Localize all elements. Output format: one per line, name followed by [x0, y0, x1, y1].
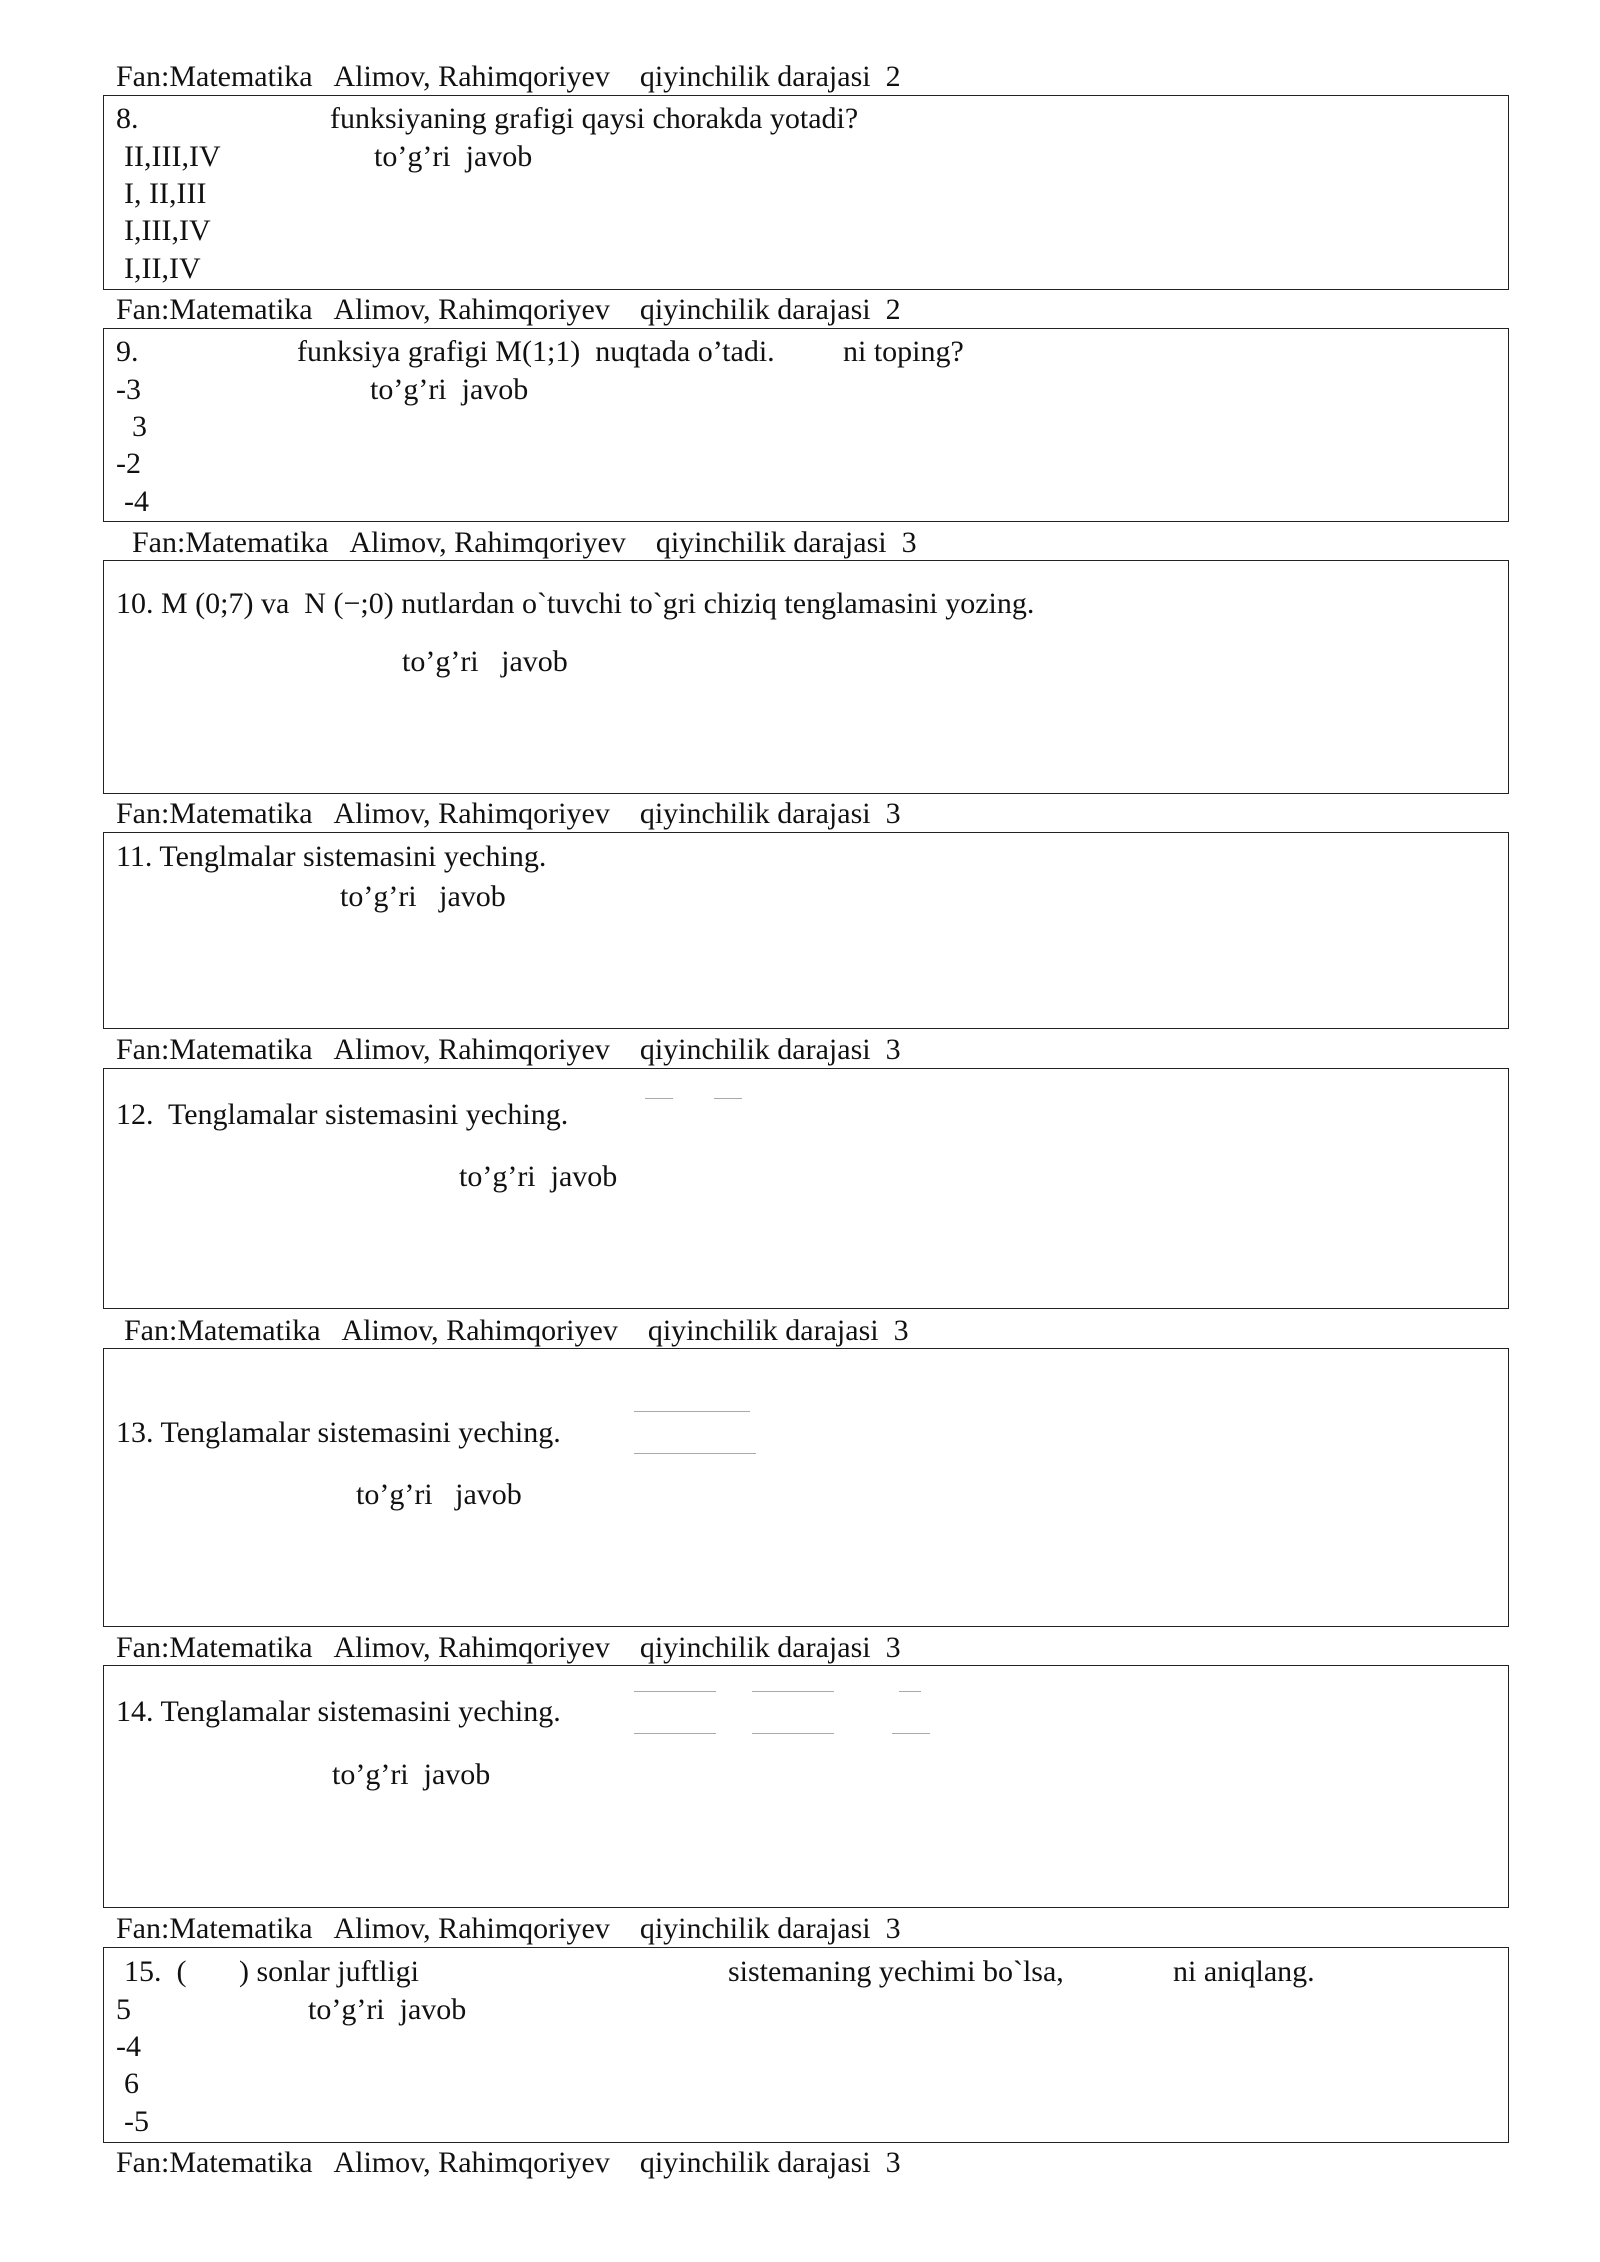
fraction-bar — [634, 1453, 756, 1454]
fraction-bar — [645, 1098, 673, 1099]
question-12-correct-label: to’g’ri javob — [459, 1160, 618, 1193]
fraction-bar — [752, 1733, 834, 1734]
question-8-text: funksiyaning grafigi qaysi chorakda yotadi? — [330, 102, 859, 135]
question-15-text: 15. ( ) sonlar juftligi — [124, 1955, 419, 1988]
question-9-option: -2 — [116, 447, 141, 480]
question-14-correct-label: to’g’ri javob — [332, 1758, 491, 1791]
question-13-text: 13. Tenglamalar sistemasini yeching. — [116, 1416, 561, 1449]
question-15-correct-label: to’g’ri javob — [308, 1993, 467, 2026]
fraction-bar — [752, 1691, 834, 1692]
question-15-option: 6 — [124, 2067, 139, 2100]
question-13-correct-label: to’g’ri javob — [356, 1478, 522, 1511]
fraction-bar — [714, 1098, 742, 1099]
question-8-number: 8. — [116, 102, 139, 135]
header-line: Fan:Matematika Alimov, Rahimqoriyev qiyinchilik darajasi 3 — [116, 1033, 901, 1066]
fraction-bar — [634, 1691, 716, 1692]
question-8-option: II,III,IV — [124, 140, 221, 173]
question-8-correct-label: to’g’ri javob — [374, 140, 533, 173]
question-9-text-end: ni toping? — [843, 335, 964, 368]
question-13-box — [103, 1348, 1509, 1627]
question-8-option: I,III,IV — [124, 214, 211, 247]
question-14-text: 14. Tenglamalar sistemasini yeching. — [116, 1695, 561, 1728]
question-9-option: -3 — [116, 373, 141, 406]
question-9-option: 3 — [132, 410, 147, 443]
header-line: Fan:Matematika Alimov, Rahimqoriyev qiyinchilik darajasi 2 — [116, 60, 901, 93]
fraction-bar — [634, 1411, 750, 1412]
question-15-option: -4 — [116, 2030, 141, 2063]
question-15-text-middle: sistemaning yechimi bo`lsa, — [728, 1955, 1064, 1988]
fraction-bar — [634, 1733, 716, 1734]
question-10-correct-label: to’g’ri javob — [402, 645, 568, 678]
question-11-correct-label: to’g’ri javob — [340, 880, 506, 913]
question-15-text-end: ni aniqlang. — [1173, 1955, 1315, 1988]
header-line: Fan:Matematika Alimov, Rahimqoriyev qiyinchilik darajasi 3 — [116, 1631, 901, 1664]
header-line: Fan:Matematika Alimov, Rahimqoriyev qiyinchilik darajasi 3 — [116, 797, 901, 830]
question-9-number: 9. — [116, 335, 139, 368]
fraction-bar — [892, 1733, 930, 1734]
header-line: Fan:Matematika Alimov, Rahimqoriyev qiyinchilik darajasi 3 — [124, 1314, 909, 1347]
header-line: Fan:Matematika Alimov, Rahimqoriyev qiyinchilik darajasi 3 — [116, 2146, 901, 2179]
question-9-correct-label: to’g’ri javob — [370, 373, 529, 406]
fraction-bar — [899, 1691, 921, 1692]
question-15-option: -5 — [124, 2105, 149, 2138]
question-10-text: 10. M (0;7) va N (−;0) nutlardan o`tuvchi to`gri chiziq tenglamasini yozing. — [116, 587, 1035, 620]
question-12-text: 12. Tenglamalar sistemasini yeching. — [116, 1098, 569, 1131]
question-15-option: 5 — [116, 1993, 131, 2026]
header-line: Fan:Matematika Alimov, Rahimqoriyev qiyinchilik darajasi 3 — [116, 1912, 901, 1945]
header-line: Fan:Matematika Alimov, Rahimqoriyev qiyinchilik darajasi 2 — [116, 293, 901, 326]
header-line: Fan:Matematika Alimov, Rahimqoriyev qiyinchilik darajasi 3 — [132, 526, 917, 559]
question-9-text: funksiya grafigi M(1;1) nuqtada o’tadi. — [297, 335, 775, 368]
question-8-option: I, II,III — [124, 177, 207, 210]
question-9-option: -4 — [124, 485, 149, 518]
question-11-text: 11. Tenglmalar sistemasini yeching. — [116, 840, 547, 873]
question-8-option: I,II,IV — [124, 252, 201, 285]
